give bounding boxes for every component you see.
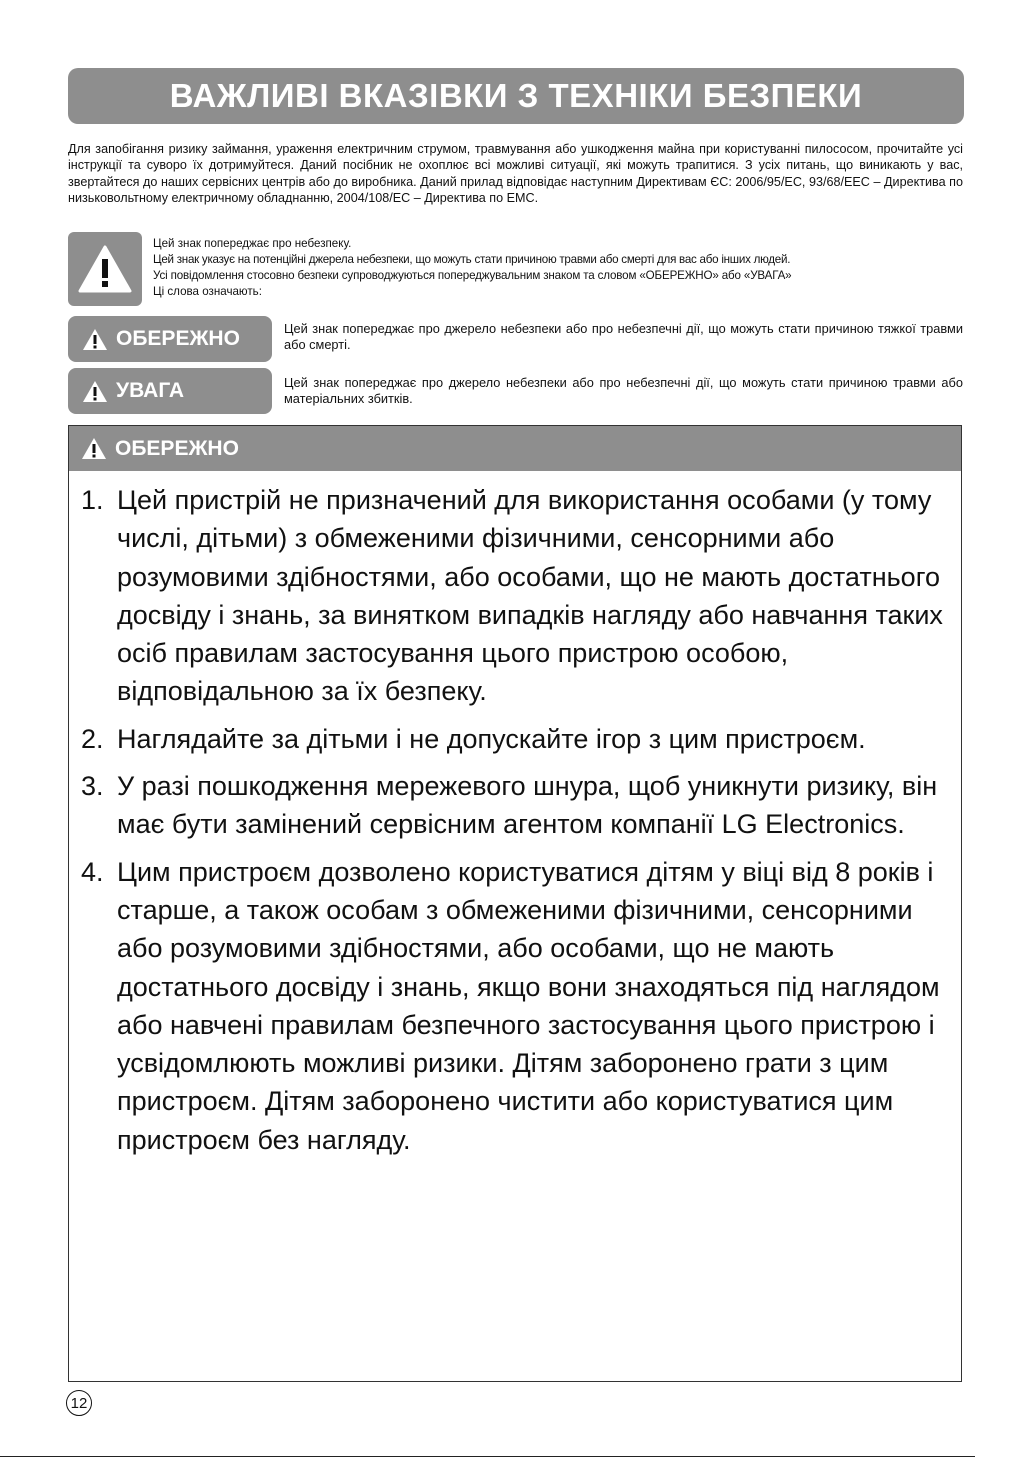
list-item: [81, 853, 945, 1159]
list-item-number: 1.: [81, 485, 104, 515]
bottom-divider: [0, 1456, 975, 1457]
list-item-number: 2.: [81, 723, 104, 754]
warning-triangle-icon: [82, 380, 108, 403]
caution-level-badge: [68, 316, 272, 362]
list-item-number: 4.: [81, 856, 104, 887]
caution-list: [69, 471, 961, 1159]
caution-section-header: [69, 426, 961, 471]
warning-triangle-icon: [82, 328, 108, 351]
warning-triangle-icon: [78, 244, 132, 294]
symbol-note: Цей знак указує на потенційні джерела небезпеки, що можуть стати причиною травми або смерті для вас або інших людей.: [153, 253, 791, 266]
list-item: [81, 720, 945, 758]
attention-level-description: Цей знак попереджає про джерело небезпеки або про небезпечні дії, що можуть стати причиною травми або матеріальних збитків.: [284, 375, 963, 406]
attention-level-badge: [68, 368, 272, 414]
warning-triangle-icon: [81, 437, 107, 460]
caution-section-heading: ОБЕРЕЖНО: [115, 436, 239, 460]
page-number: 12: [66, 1390, 92, 1416]
title-banner: [68, 68, 964, 124]
list-item: [81, 767, 945, 844]
symbol-note: Усі повідомлення стосовно безпеки супроводжуються попереджувальним знаком та словом «ОБЕРЕЖНО» або «УВАГА»: [153, 269, 792, 282]
intro-paragraph: Для запобігання ризику займання, ураження електричним струмом, травмування або ушкодження майна при користуванні пилососом, прочитайте усі інструкції та суворо їх дотримуйтеся. Даний посібник не охоплює всі можливі ситуації, які можуть трапитися. З усіх питань, що виникають у вас, звертайтеся до наших сервісних центрів або до виробника. Даний прилад відповідає наступним Директивам ЄС: 2006/95/EC, 93/68/EEC – Директива по низьковольтному електричному обладнанню, 2004/108/EC – Директива по EMC.: [68, 142, 963, 205]
list-item-text: Цим пристроєм дозволено користуватися дітям у віці від 8 років і старше, а також особам з обмеженими фізичними, сенсорними або розумовими здібностями, або особами, що не мають достатнього досвіду і знань, якщо вони знаходяться під наглядом або навчені правилам безпечного застосування цього пристрою і усвідомлюють можливі ризики. Дітям заборонено грати з цим пристроєм. Дітям заборонено чистити або користуватися цим пристроєм без нагляду.: [117, 856, 940, 1155]
list-item-number: 3.: [81, 771, 104, 802]
caution-section: [68, 425, 962, 1382]
warning-symbol: [68, 232, 142, 306]
symbol-note: Цей знак попереджає про небезпеку.: [153, 237, 352, 250]
caution-level-label: ОБЕРЕЖНО: [116, 327, 240, 350]
list-item-text: Цей пристрій не призначений для використання особами (у тому числі, дітьми) з обмеженими фізичними, сенсорними або розумовими здібностями, або особами, що не мають достатнього досвіду і знань, за винятком випадків нагляду або навчання таких осіб правилам застосування цього пристрою особою, відповідальною за їх безпеку.: [117, 485, 943, 707]
attention-level-label: УВАГА: [116, 379, 185, 402]
symbol-note: Ці слова означають:: [153, 285, 262, 298]
list-item: [81, 481, 945, 711]
list-item-text: Наглядайте за дітьми і не допускайте ігор з цим пристроєм.: [117, 723, 866, 754]
page-title: ВАЖЛИВІ ВКАЗІВКИ З ТЕХНІКИ БЕЗПЕКИ: [169, 77, 863, 114]
list-item-text: У разі пошкодження мережевого шнура, щоб уникнути ризику, він має бути замінений сервісним агентом компанії LG Electronics.: [117, 771, 938, 840]
symbol-notes: [153, 236, 968, 300]
caution-level-description: Цей знак попереджає про джерело небезпеки або про небезпечні дії, що можуть стати причиною тяжкої травми або смерті.: [284, 321, 963, 352]
